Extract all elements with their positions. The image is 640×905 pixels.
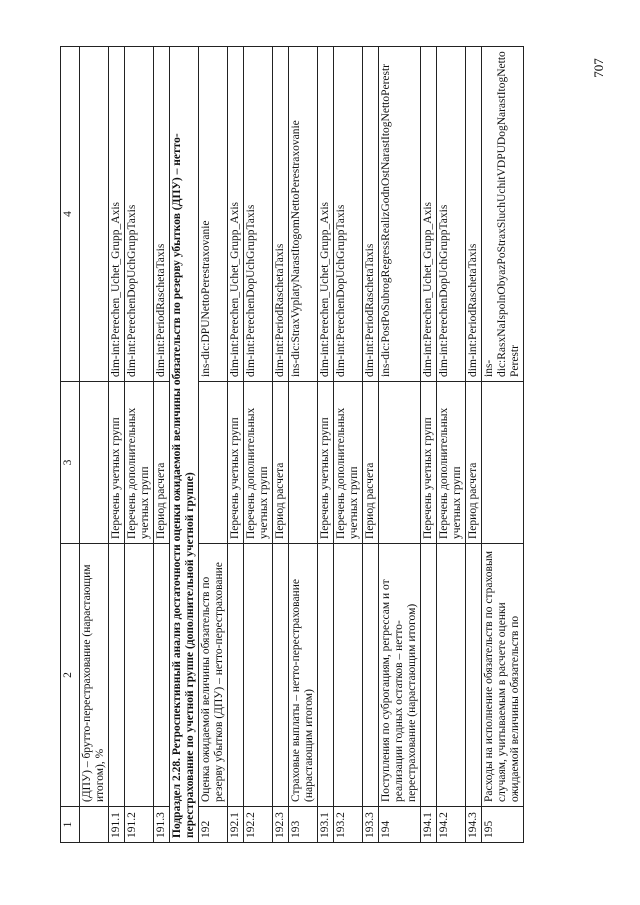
header-cell: 2 bbox=[61, 544, 80, 807]
page-number: 707 bbox=[590, 58, 606, 78]
table-row bbox=[363, 47, 379, 843]
table-row bbox=[154, 47, 170, 843]
indicator-name-cell bbox=[363, 544, 379, 807]
row-number-cell: 192.3 bbox=[273, 807, 289, 843]
table-row bbox=[125, 47, 154, 843]
indicator-name-cell bbox=[125, 544, 154, 807]
table-row bbox=[318, 47, 334, 843]
indicator-name-cell bbox=[421, 544, 437, 807]
taxonomy-element-cell: dim-int:Perechen_Uchet_Grupp_Axis bbox=[109, 47, 125, 382]
table-row bbox=[228, 47, 244, 843]
indicator-name-cell bbox=[109, 544, 125, 807]
table-row bbox=[273, 47, 289, 843]
taxonomy-element-cell: dim-int:PerechenDopUchGruppTaxis bbox=[244, 47, 273, 382]
row-number-cell: 191.2 bbox=[125, 807, 154, 843]
row-number-cell: 192 bbox=[199, 807, 228, 843]
taxonomy-element-cell: dim-int:PerechenDopUchGruppTaxis bbox=[334, 47, 363, 382]
indicator-name-cell bbox=[273, 544, 289, 807]
dimension-name-cell: Период расчета bbox=[273, 382, 289, 544]
row-number-cell: 194 bbox=[379, 807, 421, 843]
taxonomy-element-cell: dim-int:Perechen_Uchet_Grupp_Axis bbox=[421, 47, 437, 382]
indicator-name-cell bbox=[228, 544, 244, 807]
table-row bbox=[437, 47, 466, 843]
dimension-name-cell: Перечень дополнительных учетных групп bbox=[125, 382, 154, 544]
row-number-cell: 191.1 bbox=[109, 807, 125, 843]
dimension-name-cell: Перечень учетных групп bbox=[109, 382, 125, 544]
dimension-name-cell: Перечень учетных групп bbox=[421, 382, 437, 544]
taxonomy-element-cell: ins-dic:PostPoSubrogRegressRealizGodnOstNarastItogNettoPerestr bbox=[379, 47, 421, 382]
table-row bbox=[80, 47, 109, 843]
section-row bbox=[170, 47, 199, 843]
table-row bbox=[466, 47, 482, 843]
indicator-name-cell bbox=[154, 544, 170, 807]
indicator-name-cell: Оценка ожидаемой величины обязательств по резерву убытков (ДПУ) – нетто-перестрахование bbox=[199, 544, 228, 807]
taxonomy-element-cell: dim-int:PeriodRaschetaTaxis bbox=[466, 47, 482, 382]
indicator-name-cell: Поступления по суброгациям, регрессам и от реализации годных остатков – нетто-перестрахование (нарастающим итогом) bbox=[379, 544, 421, 807]
table-row bbox=[334, 47, 363, 843]
dimension-name-cell: Период расчета bbox=[154, 382, 170, 544]
dimension-name-cell: Перечень дополнительных учетных групп bbox=[334, 382, 363, 544]
table-row bbox=[199, 47, 228, 843]
row-number-cell: 193.3 bbox=[363, 807, 379, 843]
table-row bbox=[109, 47, 125, 843]
taxonomy-element-cell: ins-dic:StraxVyplatyNarastItogomNettoPerestraxovanie bbox=[289, 47, 318, 382]
table-header-row bbox=[61, 47, 80, 843]
dimension-name-cell bbox=[80, 382, 109, 544]
row-number-cell: 193.1 bbox=[318, 807, 334, 843]
taxonomy-element-cell: dim-int:PerechenDopUchGruppTaxis bbox=[125, 47, 154, 382]
header-cell: 1 bbox=[61, 807, 80, 843]
row-number-cell: 191.3 bbox=[154, 807, 170, 843]
header-cell: 4 bbox=[61, 47, 80, 382]
indicator-name-cell bbox=[318, 544, 334, 807]
taxonomy-element-cell: ins-dic:DPUNettoPerestraxovanie bbox=[199, 47, 228, 382]
indicator-name-cell bbox=[437, 544, 466, 807]
table-row bbox=[244, 47, 273, 843]
taxonomy-element-cell: ins-dic:RasxNaIspolnObyazPoStraxSluchUchitVDPUDogNarastItogNettoPerestr bbox=[482, 47, 524, 382]
row-number-cell: 194.1 bbox=[421, 807, 437, 843]
table-row bbox=[289, 47, 318, 843]
section-title: Подраздел 2.28. Ретроспективный анализ достаточности оценки ожидаемой величины обязательств по резерву убытков (ДПУ) – нетто-перестрахование по учетной группе (дополнительной учетной группе) bbox=[170, 47, 199, 843]
dimension-name-cell: Период расчета bbox=[466, 382, 482, 544]
dimension-name-cell: Перечень дополнительных учетных групп bbox=[437, 382, 466, 544]
dimension-name-cell bbox=[379, 382, 421, 544]
indicator-name-cell bbox=[466, 544, 482, 807]
taxonomy-element-cell bbox=[80, 47, 109, 382]
row-number-cell: 193 bbox=[289, 807, 318, 843]
dimension-name-cell: Перечень учетных групп bbox=[228, 382, 244, 544]
row-number-cell: 193.2 bbox=[334, 807, 363, 843]
taxonomy-element-cell: dim-int:Perechen_Uchet_Grupp_Axis bbox=[228, 47, 244, 382]
indicator-name-cell: Страховые выплаты – нетто-перестрахование (нарастающим итогом) bbox=[289, 544, 318, 807]
dimension-name-cell bbox=[482, 382, 524, 544]
taxonomy-element-cell: dim-int:PeriodRaschetaTaxis bbox=[273, 47, 289, 382]
taxonomy-element-cell: dim-int:PeriodRaschetaTaxis bbox=[154, 47, 170, 382]
indicator-name-cell bbox=[334, 544, 363, 807]
taxonomy-element-cell: dim-int:PeriodRaschetaTaxis bbox=[363, 47, 379, 382]
taxonomy-element-cell: dim-int:PerechenDopUchGruppTaxis bbox=[437, 47, 466, 382]
header-cell: 3 bbox=[61, 382, 80, 544]
indicator-name-cell: (ДПУ) – брутто-перестрахование (нарастающим итогом), % bbox=[80, 544, 109, 807]
row-number-cell: 194.2 bbox=[437, 807, 466, 843]
dimension-name-cell: Период расчета bbox=[363, 382, 379, 544]
table-body bbox=[61, 47, 524, 843]
dimension-name-cell: Перечень дополнительных учетных групп bbox=[244, 382, 273, 544]
dimension-name-cell bbox=[289, 382, 318, 544]
row-number-cell: 192.1 bbox=[228, 807, 244, 843]
reference-table bbox=[60, 46, 524, 843]
taxonomy-element-cell: dim-int:Perechen_Uchet_Grupp_Axis bbox=[318, 47, 334, 382]
table-row bbox=[379, 47, 421, 843]
row-number-cell: 194.3 bbox=[466, 807, 482, 843]
table-row bbox=[482, 47, 524, 843]
dimension-name-cell: Перечень учетных групп bbox=[318, 382, 334, 544]
row-number-cell: 192.2 bbox=[244, 807, 273, 843]
dimension-name-cell bbox=[199, 382, 228, 544]
rotated-page bbox=[60, 47, 612, 843]
indicator-name-cell bbox=[244, 544, 273, 807]
table-row bbox=[421, 47, 437, 843]
row-number-cell: 195 bbox=[482, 807, 524, 843]
indicator-name-cell: Расходы на исполнение обязательств по страховым случаям, учитываемым в расчете оценки ожидаемой величины обязательств по bbox=[482, 544, 524, 807]
row-number-cell bbox=[80, 807, 109, 843]
